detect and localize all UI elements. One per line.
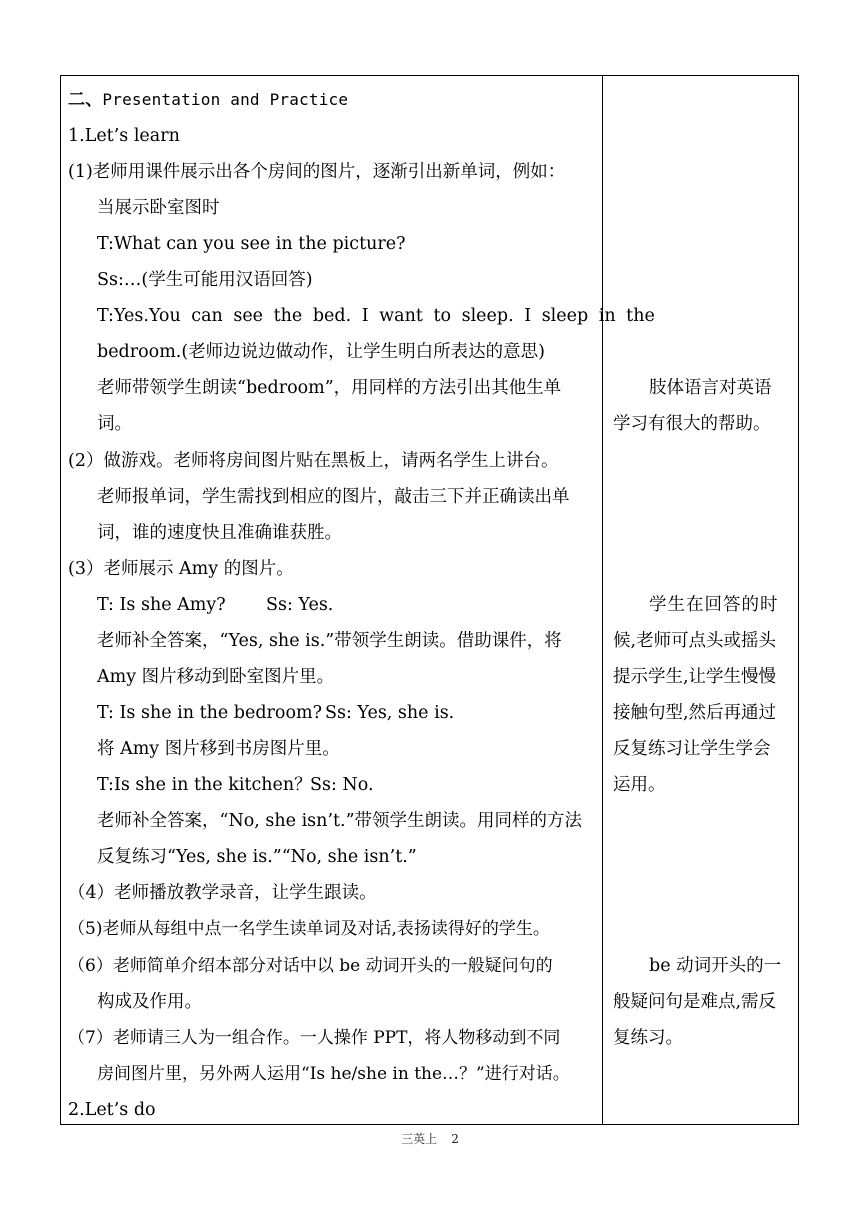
note-nod-line-1: 学生在回答的时 xyxy=(649,595,779,615)
dialogue-teacher-reply-cont: bedroom.(老师边说边做动作，让学生明白所表达的意思) xyxy=(97,342,546,362)
step-1-line-2: 当展示卧室图时 xyxy=(97,198,220,218)
column-divider xyxy=(602,75,603,1125)
note-body-language-line-1: 肢体语言对英语 xyxy=(649,378,772,398)
step-3-line-5: 老师补全答案，“No, she isn’t.”带领学生朗读。用同样的方法 xyxy=(97,811,583,831)
step-3-line-4: 将 Amy 图片移到书房图片里。 xyxy=(97,739,340,759)
dialogue-in-bedroom: T: Is she in the bedroom? xyxy=(97,703,322,723)
dialogue-no: Ss: No. xyxy=(310,775,374,795)
note-nod-line-4: 接触句型,然后再通过 xyxy=(613,703,777,723)
note-be-verb-line-3: 复练习。 xyxy=(613,1028,683,1048)
page-number: 2 xyxy=(451,1132,459,1146)
step-2-line-1: (2）做游戏。老师将房间图片贴在黑板上，请两名学生上讲台。 xyxy=(68,451,559,471)
step-6-line-2: 构成及作用。 xyxy=(97,992,202,1012)
note-be-verb-line-1: be 动词开头的一 xyxy=(649,956,782,976)
step-1-reading-line-1: 老师带领学生朗读“bedroom”，用同样的方法引出其他生单 xyxy=(97,378,562,398)
dialogue-teacher-reply: T:Yes.You can see the bed. I want to sleep. I sleep in the xyxy=(97,306,655,326)
note-nod-line-2: 候,老师可点头或摇头 xyxy=(613,631,777,651)
dialogue-teacher-question: T:What can you see in the picture? xyxy=(97,234,406,254)
section-heading-number: 二、 xyxy=(68,90,103,110)
note-body-language-line-2: 学习有很大的帮助。 xyxy=(613,414,771,434)
subsection-lets-do: 2.Let’s do xyxy=(68,1100,156,1120)
note-be-verb-line-2: 般疑问句是难点,需反 xyxy=(613,992,777,1012)
note-nod-line-6: 运用。 xyxy=(613,775,666,795)
step-1-line-1: (1)老师用课件展示出各个房间的图片，逐渐引出新单词，例如： xyxy=(68,162,566,182)
page-footer xyxy=(0,1131,860,1147)
step-3-line-1: (3）老师展示 Amy 的图片。 xyxy=(68,559,294,579)
note-nod-line-5: 反复练习让学生学会 xyxy=(613,739,771,759)
step-3-line-2: 老师补全答案，“Yes, she is.”带领学生朗读。借助课件，将 xyxy=(97,631,562,651)
dialogue-in-kitchen: T:Is she in the kitchen？ xyxy=(97,775,312,795)
step-3-line-3: Amy 图片移动到卧室图片里。 xyxy=(97,667,335,687)
step-5: （5)老师从每组中点一名学生读单词及对话,表扬读得好的学生。 xyxy=(68,919,550,939)
step-7-line-1: （7）老师请三人为一组合作。一人操作 PPT，将人物移动到不同 xyxy=(68,1028,561,1048)
step-1-reading-line-2: 词。 xyxy=(97,414,132,434)
dialogue-students-answer: Ss:…(学生可能用汉语回答) xyxy=(97,270,313,290)
step-7-line-2: 房间图片里，另外两人运用“Is he/she in the…？”进行对话。 xyxy=(97,1064,570,1084)
step-3-line-6: 反复练习“Yes, she is.”“No, she isn’t.” xyxy=(97,847,417,867)
dialogue-is-she-amy: T: Is she Amy? xyxy=(97,595,226,615)
note-nod-line-3: 提示学生,让学生慢慢 xyxy=(613,667,777,687)
dialogue-yes-she-is: Ss: Yes, she is. xyxy=(325,703,455,723)
dialogue-yes: Ss: Yes. xyxy=(266,595,334,615)
section-heading-title: Presentation and Practice xyxy=(102,90,349,109)
section-heading xyxy=(68,88,348,112)
step-2-line-2: 老师报单词，学生需找到相应的图片，敲击三下并正确读出单 xyxy=(97,487,570,507)
step-4: （4）老师播放教学录音，让学生跟读。 xyxy=(68,883,377,903)
step-6-line-1: （6）老师简单介绍本部分对话中以 be 动词开头的一般疑问句的 xyxy=(68,956,553,976)
step-2-line-3: 词，谁的速度快且准确谁获胜。 xyxy=(97,523,342,543)
subsection-lets-learn: 1.Let’s learn xyxy=(68,126,180,146)
footer-label: 三英上 xyxy=(401,1132,438,1146)
